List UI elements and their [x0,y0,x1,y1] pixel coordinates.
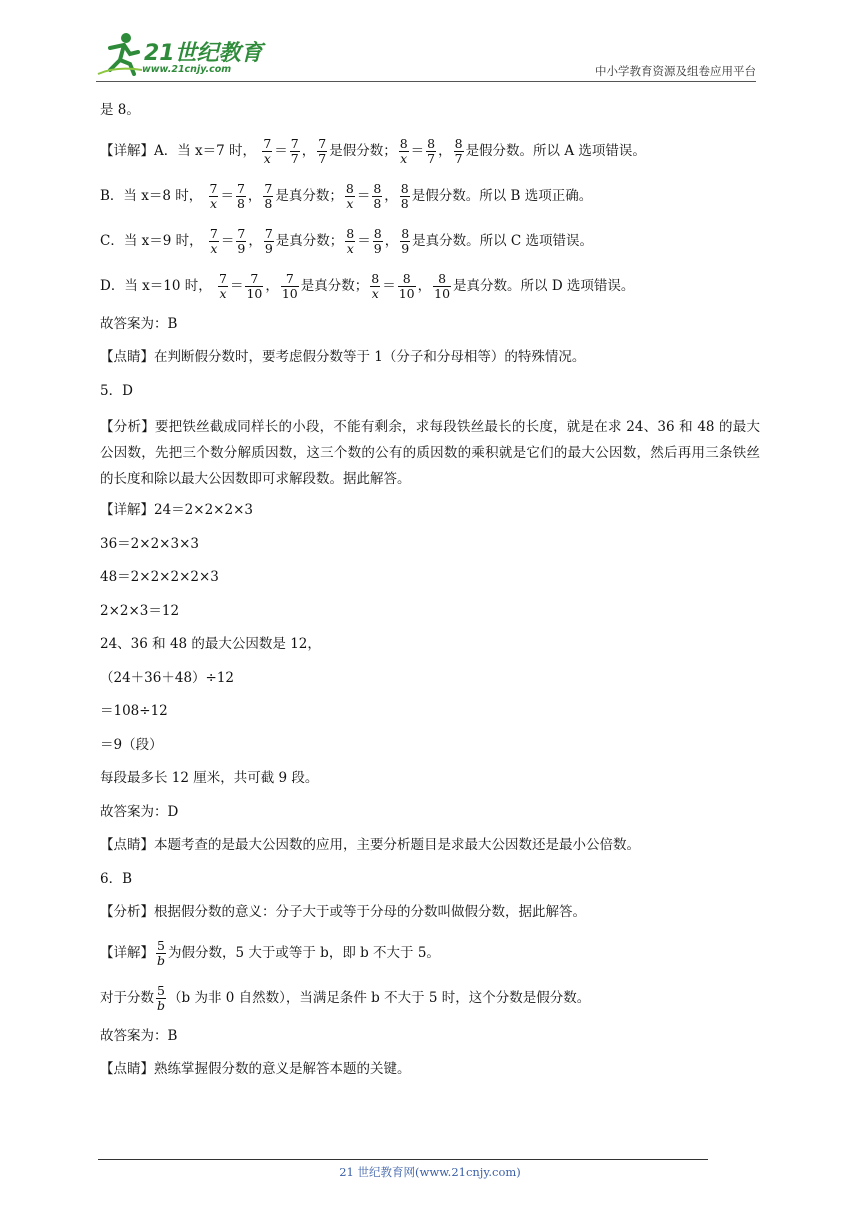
explanation-line: 对于分数 $\frac{5}{b}$ （b 为非 0 自然数），当满足条件 b 不大于 5 时，这个分数是假分数。 [100,982,591,1013]
text-line: 48＝2×2×2×2×3 [100,569,219,585]
fraction: $\frac{7}{9}$ [264,225,273,256]
fraction: $\frac{7}{x}$ [209,180,218,211]
text-line: （24＋36＋48）÷12 [100,669,235,686]
text-line: ＝9（段） [100,736,163,753]
fraction: $\frac{8}{10}$ [398,270,415,301]
fraction: $\frac{7}{8}$ [264,180,273,211]
fraction: $\frac{8}{x}$ [399,135,408,166]
text-line: 是 8。 [100,102,140,118]
fraction: $\frac{7}{x}$ [209,225,218,256]
analysis-line: 【分析】根据假分数的意义：分子大于或等于分母的分数叫做假分数，据此解答。 [100,904,586,920]
text-line: 2×2×3＝12 [100,602,180,619]
runner-logo-icon [96,30,146,78]
explanation-option-d: D．当 x＝10 时， $\frac{7}{x}$ ＝ $\frac{7}{10}$ ， $\frac{7}{10}$ 是真分数； $\frac{8}{x}$ ＝ $\frac{8}{10}$ ， $\frac{8}{10}$ 是真分数。所以 D 选项错误。 [100,270,635,301]
text-line: 24、36 和 48 的最大公因数是 12， [100,636,321,652]
explanation-option-b: B．当 x＝8 时， $\frac{7}{x}$ ＝ $\frac{7}{8}$ ， $\frac{7}{8}$ 是真分数； $\frac{8}{x}$ ＝ $\frac{8}{8}$ ， $\frac{8}{8}$ 是假分数。所以 B 选项正确。 [100,180,593,211]
fraction: $\frac{7}{7}$ [290,135,299,166]
answer-line: 故答案为：B [100,315,178,332]
fraction: $\frac{7}{x}$ [263,135,272,166]
platform-name: 中小学教育资源及组卷应用平台 [595,64,756,78]
fraction: $\frac{8}{8}$ [373,180,382,211]
fraction: $\frac{8}{x}$ [345,180,354,211]
fraction: $\frac{7}{7}$ [318,135,327,166]
answer-line: 故答案为：B [100,1027,178,1044]
explanation-option-a: 【详解】A．当 x＝7 时， $\frac{7}{x}$ ＝ $\frac{7}{7}$ ， $\frac{7}{7}$ 是假分数； $\frac{8}{x}$ ＝ $\frac{8}{7}$ ， $\frac{8}{7}$ 是假分数。所以 A 选项错误。 [100,135,646,166]
fraction: $\frac{7}{10}$ [281,270,298,301]
fraction: $\frac{5}{b}$ [157,937,166,968]
question-number: 5．D [100,382,133,399]
fraction: $\frac{8}{x}$ [346,225,355,256]
logo [96,30,266,78]
fraction: $\frac{8}{9}$ [401,225,410,256]
fraction: $\frac{5}{b}$ [157,982,166,1013]
remark-line: 【点睛】熟练掌握假分数的意义是解答本题的关键。 [100,1061,411,1077]
answer-line: 故答案为：D [100,803,179,820]
fraction: $\frac{7}{10}$ [246,270,263,301]
text-line: ＝108÷12 [100,703,168,719]
fraction: $\frac{7}{8}$ [236,180,245,211]
logo-title: 21世纪教育 [144,41,263,66]
explanation-line: 【详解】 $\frac{5}{b}$ 为假分数，5 大于或等于 b，即 b 不大于 5。 [100,937,440,968]
fraction: $\frac{8}{8}$ [400,180,409,211]
fraction: $\frac{8}{9}$ [373,225,382,256]
fraction: $\frac{8}{7}$ [454,135,463,166]
header-divider [96,81,756,82]
remark-line: 【点睛】在判断假分数时，要考虑假分数等于 1（分子和分母相等）的特殊情况。 [100,349,586,365]
explanation-option-c: C．当 x＝9 时， $\frac{7}{x}$ ＝ $\frac{7}{9}$ ， $\frac{7}{9}$ 是真分数； $\frac{8}{x}$ ＝ $\frac{8}{9}$ ， $\frac{8}{9}$ 是真分数。所以 C 选项错误。 [100,225,594,256]
page-header [96,30,756,82]
fraction: $\frac{7}{9}$ [237,225,246,256]
remark-line: 【点睛】本题考查的是最大公因数的应用，主要分析题目是求最大公因数还是最小公倍数。 [100,837,640,853]
fraction: $\frac{8}{10}$ [434,270,451,301]
fraction: $\frac{8}{7}$ [427,135,436,166]
fraction: $\frac{8}{x}$ [371,270,380,301]
analysis-paragraph: 【分析】要把铁丝截成同样长的小段，不能有剩余，求每段铁丝最长的长度，就是在求 24、36 和 48 的最大公因数，先把三个数分解质因数，这三个数的公有的质因数的乘积就是它们的最大公因数，然后再用三条铁丝的长度和除以最大公因数即可求解段数。据此解答。 [100,419,760,487]
question-number: 6．B [100,870,133,887]
logo-url: www.21cnjy.com [142,64,232,75]
text-line: 【详解】24＝2×2×2×3 [100,502,253,518]
fraction: $\frac{7}{x}$ [219,270,227,301]
text-line: 36＝2×2×3×3 [100,535,199,552]
document-body [100,100,760,1093]
text-line: 每段最多长 12 厘米，共可截 9 段。 [100,770,319,786]
footer-divider [98,1159,708,1160]
footer-link[interactable]: 21 世纪教育网(www.21cnjy.com) [339,1165,521,1179]
